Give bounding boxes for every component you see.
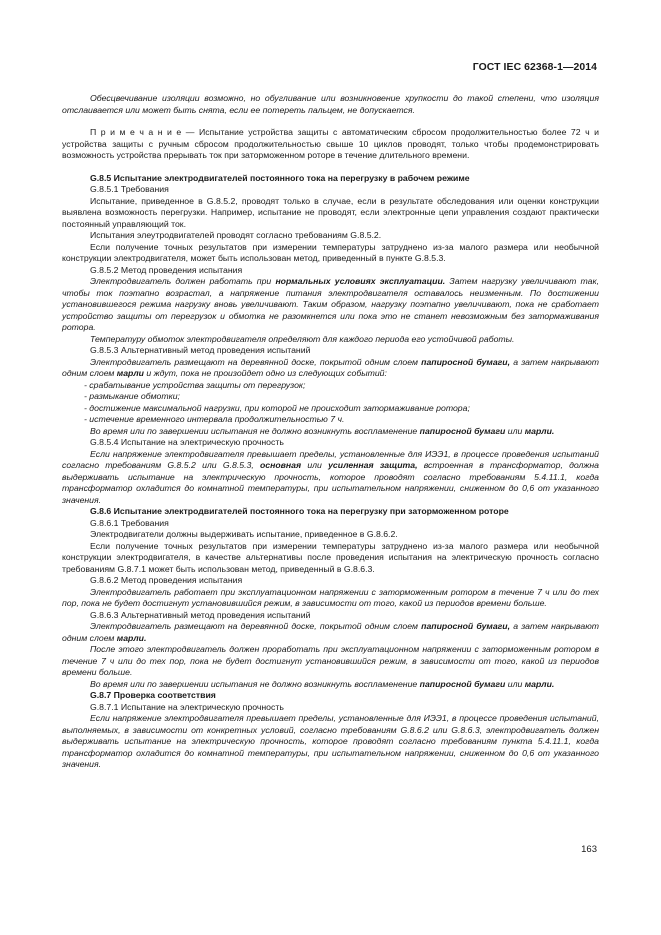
document-id-header: ГОСТ IEC 62368-1—2014 bbox=[472, 62, 597, 73]
list-item: - достижение максимальной нагрузки, при которой не происходит затормаживание ротора; bbox=[84, 402, 470, 413]
list-item: - истечение временного интервала продолжительностью 7 ч. bbox=[84, 414, 345, 424]
paragraph: После этого электродвигатель должен проработать при эксплуатационном напряжении с заторможенным ротором в течение 7 ч или до тех пор, пока не будет достигнут установившийся режим, в зависимости от того, какой из периодов времени больше. bbox=[62, 644, 599, 677]
text-run: или bbox=[301, 460, 329, 470]
text-run: и ждут, пока не произойдет одно из следующих событий: bbox=[143, 368, 387, 378]
section-heading-g87: G.8.7 Проверка соответствия bbox=[90, 690, 216, 700]
note-paragraph bbox=[62, 127, 599, 162]
paragraph bbox=[62, 679, 599, 691]
text-run: Во время или по завершении испытания не должно возникнуть воспламенение bbox=[90, 425, 420, 436]
section-heading-g85: G.8.5 Испытание электродвигателей постоянного тока на перегрузку в рабочем режиме bbox=[90, 172, 470, 183]
paragraph bbox=[62, 621, 599, 644]
term-emphasis: усиленная защита, bbox=[328, 460, 418, 470]
text-run: Если напряжение электродвигателя превышает пределы, установленные для ИЭЭ1, в процессе проведения испытаний согласно требованиям G.8.5.2 или G.8.5.3, bbox=[62, 448, 599, 470]
text-run: или bbox=[505, 425, 525, 436]
term-emphasis: основная bbox=[259, 460, 302, 470]
text-run: а затем накрывают одним слоем bbox=[62, 356, 599, 378]
paragraph: Если получение точных результатов при измерении температуры затруднено из-за малого размера или необычной конструкции электродвигателя, может быть использован метод, приведенный в пункте G.8.5.3. bbox=[62, 241, 599, 263]
paragraph: Температуру обмоток электродвигателя определяют для каждого периода его устойчивой работы. bbox=[90, 333, 515, 344]
paragraph: Электродвигатели должны выдерживать испытание, приведенное в G.8.6.2. bbox=[90, 529, 398, 539]
subsection-heading-g863: G.8.6.3 Альтернативный метод проведения испытаний bbox=[90, 609, 311, 620]
list-item: - срабатывание устройства защиты от перегрузок; bbox=[84, 379, 306, 390]
term-emphasis: марли. bbox=[524, 425, 555, 436]
term-emphasis: марли bbox=[116, 368, 144, 378]
subsection-heading-g854: G.8.5.4 Испытание на электрическую прочность bbox=[90, 437, 284, 447]
paragraph bbox=[62, 449, 599, 507]
page-number: 163 bbox=[581, 844, 597, 855]
paragraph bbox=[62, 276, 599, 334]
paragraph: Обесцвечивание изоляции возможно, но обугливание или возникновение хрупкости до такой степени, что изоляция отслаивается или может быть снята, если ее потереть пальцем, не допускается. bbox=[62, 93, 599, 115]
term-emphasis: папиросной бумаги bbox=[419, 425, 506, 436]
text-run: Электродвигатель размещают на деревянной доске, покрытой одним слоем bbox=[90, 356, 422, 367]
text-run: Электродвигатель должен работать при bbox=[90, 276, 276, 286]
term-emphasis: папиросной бумаги bbox=[419, 678, 506, 689]
term-emphasis: папиросной бумаги, bbox=[421, 356, 511, 367]
term-emphasis: марли. bbox=[116, 632, 147, 643]
paragraph: Если получение точных результатов при измерении температуры затруднено из-за малого размера или необычной конструкции электродвигателя, в качестве альтернативы после проведения испытания на электрическую прочность согласно требованиям G.8.7.1 может быть использован метод, приведенный в G.8.6.3. bbox=[62, 540, 599, 574]
subsection-heading-g853: G.8.5.3 Альтернативный метод проведения испытаний bbox=[90, 345, 311, 355]
paragraph: Испытания элеутродвигателей проводят согласно требованиям G.8.5.2. bbox=[90, 230, 382, 240]
paragraph: Электродвигатель работает при эксплуатационном напряжении с заторможенным ротором в течение 7 ч или до тех пор, пока не будет достигнут установившийся режим, в зависимости от того, какой из периодов времени больше. bbox=[62, 586, 599, 608]
page-body bbox=[62, 93, 599, 771]
term-emphasis: марли. bbox=[524, 678, 555, 689]
list-item: - размыкание обмотки; bbox=[84, 391, 180, 401]
text-run: а затем накрывают одним слоем bbox=[62, 621, 599, 643]
paragraph: Испытание, приведенное в G.8.5.2, проводят только в случае, если в результате обследования или оценки конструкции выявлена возможность перегрузки. Например, испытание не проводят, если электронные цепи управления создают практически постоянный управляющий ток. bbox=[62, 195, 599, 229]
note-label: П р и м е ч а н и е bbox=[90, 127, 182, 137]
paragraph: Если напряжение электродвигателя превышает пределы, установленные для ИЭЭ1, в процессе проведения испытаний, выполняемых, в зависимости от конкретных условий, согласно требованиям G.8.6.2 или G.8.6.3, электродвигатель должен выдерживать испытание на электрическую прочность, которое проводят согласно требованиям пункта 5.4.11.1, когда трансформатор охладится до комнатной температуры, при испытательном напряжении, сниженном до 0,6 от указанного значения. bbox=[62, 713, 599, 769]
paragraph bbox=[62, 357, 599, 380]
text-run: Затем нагрузку увеличивают так, чтобы ток поэтапно возрастал, а напряжение питания электродвигателя оставалось неизменным. По достижении установившегося режима нагрузку вновь увеличивают. Таким образом, нагрузку поэтапно увеличивают, пока не сработает устройство защиты от перегрузок и обмотка не разомкнется или пока это не станет невозможным без затормаживания ротора. bbox=[62, 276, 600, 332]
note-text: — Испытание устройства защиты с автоматическим сбросом продолжительностью более 72 ч и устройства защиты с ручным сбросом продолжительностью свыше 10 циклов проводят, только чтобы продемонстрировать возможность устройства прерывать ток при заторможенном роторе в течение длительного времени. bbox=[62, 127, 600, 160]
paragraph bbox=[62, 426, 599, 438]
text-run: или bbox=[505, 678, 525, 689]
text-run: Во время или по завершении испытания не должно возникнуть воспламенение bbox=[90, 678, 420, 689]
event-list bbox=[62, 380, 599, 426]
text-run: Электродвигатель размещают на деревянной доске, покрытой одним слоем bbox=[90, 621, 422, 631]
subsection-heading-g851: G.8.5.1 Требования bbox=[90, 184, 169, 194]
subsection-heading-g871: G.8.7.1 Испытание на электрическую прочность bbox=[90, 701, 284, 712]
subsection-heading-g852: G.8.5.2 Метод проведения испытания bbox=[90, 264, 243, 275]
subsection-heading-g861: G.8.6.1 Требования bbox=[90, 517, 169, 528]
subsection-heading-g862: G.8.6.2 Метод проведения испытания bbox=[90, 575, 243, 585]
section-heading-g86: G.8.6 Испытание электродвигателей постоянного тока на перегрузку при заторможенном роторе bbox=[90, 506, 509, 516]
term-emphasis: нормальных условиях эксплуатации. bbox=[275, 276, 446, 286]
text-run: встроенная в трансформатор, должна выдерживать испытание на электрическую прочность, которое проводят согласно требованиям 5.4.11.1, когда трансформатор охладится до комнатной температуры, при испытательном напряжении, сниженном до 0,6 от указанного значения. bbox=[62, 460, 600, 505]
term-emphasis: папиросной бумаги, bbox=[421, 621, 511, 631]
